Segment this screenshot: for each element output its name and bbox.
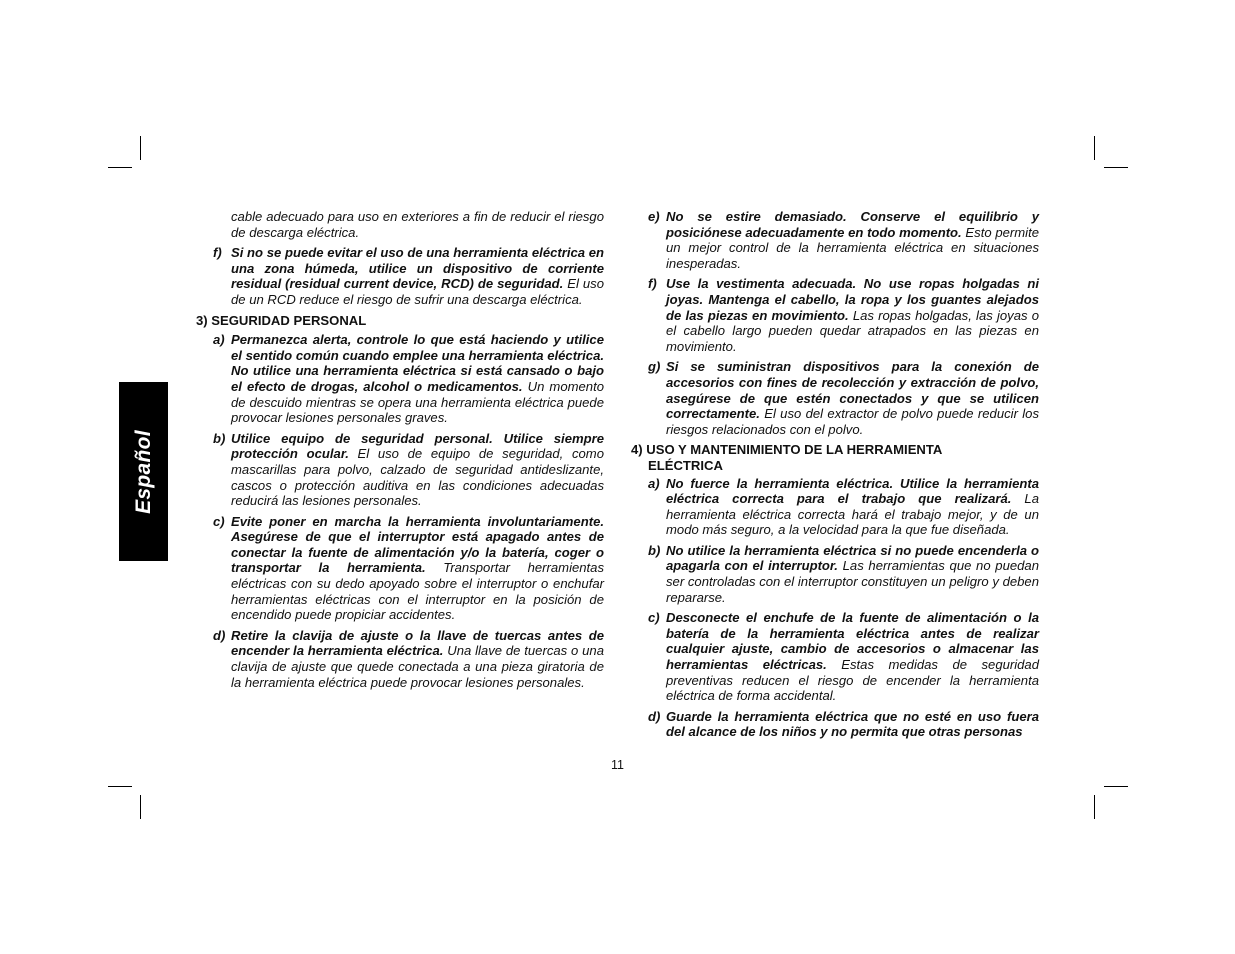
item-3b xyxy=(196,431,604,509)
item-label: d) xyxy=(213,627,226,643)
language-tab xyxy=(119,382,168,561)
page-number: 11 xyxy=(611,758,624,772)
item-label: b) xyxy=(213,430,226,446)
item-text: Evite poner en marcha la herramienta involuntariamente. Asegúrese de que el interruptor está apagado antes de conectar la fuente de alimentación y/o la batería, coger o transportar la herramienta. Transportar herramientas eléctricas con su dedo apoyado sobre el interruptor o enchufar herramientas eléctricas con el interruptor en la posición de encendido puede propiciar accidentes. xyxy=(231,513,605,623)
continued-paragraph: cable adecuado para uso en exteriores a fin de reducir el riesgo de descarga eléctrica. xyxy=(231,209,604,240)
item-label: d) xyxy=(648,708,661,724)
item-text: Use la vestimenta adecuada. No use ropas holgadas ni joyas. Mantenga el cabello, la ropa y los guantes alejados de las piezas en movimiento. Las ropas holgadas, las joyas o el cabello largo pueden quedar atrapados en las piezas en movimiento. xyxy=(666,276,1039,354)
item-f-rcd xyxy=(196,245,604,307)
item-label: f) xyxy=(213,245,222,261)
crop-mark-top-right-v xyxy=(1094,136,1095,160)
crop-mark-top-left-h xyxy=(108,167,132,168)
item-text: Utilice equipo de seguridad personal. Utilice siempre protección ocular. El uso de equipo de seguridad, como mascarillas para polvo, calzado de seguridad antideslizante, cascos o protección auditiva en las condiciones adecuadas reducirá las lesiones personales. xyxy=(231,430,604,509)
item-label: g) xyxy=(648,359,661,375)
item-label: c) xyxy=(648,610,660,626)
item-text: Retire la clavija de ajuste o la llave de tuercas antes de encender la herramienta eléctrica. Una llave de tuercas o una clavija de ajuste que quede conectada a una pieza giratoria de la herramienta eléctrica puede provocar lesiones personales. xyxy=(231,627,604,690)
crop-mark-top-right-h xyxy=(1104,167,1128,168)
item-4b xyxy=(631,543,1039,605)
crop-mark-top-left-v xyxy=(140,136,141,160)
right-column xyxy=(631,209,1039,745)
item-text: Desconecte el enchufe de la fuente de alimentación o la batería de la herramienta eléctrica antes de realizar cualquier ajuste, cambio de accesorios o almacenar las herramientas eléctricas. Estas medidas de seguridad preventivas reducen el riesgo de encender la herramienta eléctrica de forma accidental. xyxy=(666,610,1039,704)
crop-mark-bottom-right-v xyxy=(1094,795,1095,819)
item-3c xyxy=(196,514,604,623)
item-label: f) xyxy=(648,276,657,292)
crop-mark-bottom-left-h xyxy=(108,786,132,787)
language-tab-label: Español xyxy=(131,429,155,514)
item-text: No fuerce la herramienta eléctrica. Utilice la herramienta eléctrica correcta para el trabajo que realizará. La herramienta eléctrica correcta hará el trabajo mejor, y de un modo más seguro, a la velocidad para la que fue diseñada. xyxy=(666,475,1039,538)
item-text: Guarde la herramienta eléctrica que no esté en uso fuera del alcance de los niños y no permita que otras personas xyxy=(666,708,1039,740)
crop-mark-bottom-right-h xyxy=(1104,786,1128,787)
section-4-heading-line1: 4) USO Y MANTENIMIENTO DE LA HERRAMIENTA xyxy=(631,442,943,458)
item-4d xyxy=(631,709,1039,740)
item-label: e) xyxy=(648,209,660,224)
item-text: Si no se puede evitar el uso de una herramienta eléctrica en una zona húmeda, utilice un dispositivo de corriente residual (residual current device, RCD) de seguridad. El uso de un RCD reduce el riesgo de sufrir una descarga eléctrica. xyxy=(231,245,604,307)
item-3d xyxy=(196,628,604,690)
item-label: a) xyxy=(648,475,660,491)
item-3f xyxy=(631,276,1039,354)
item-3e xyxy=(631,209,1039,271)
item-3a xyxy=(196,332,604,426)
item-label: c) xyxy=(213,513,225,529)
item-text: Permanezca alerta, controle lo que está haciendo y utilice el sentido común cuando emplee una herramienta eléctrica. No utilice una herramienta eléctrica si está cansado o bajo el efecto de drogas, alcohol o medicamentos. Un momento de descuido mientras se opera una herramienta eléctrica puede provocar lesiones personales graves. xyxy=(231,332,604,426)
section-4-heading xyxy=(631,442,1039,473)
item-label: a) xyxy=(213,332,225,348)
item-4c xyxy=(631,610,1039,704)
item-label: b) xyxy=(648,542,661,558)
item-4a xyxy=(631,476,1039,538)
item-text: No se estire demasiado. Conserve el equilibrio y posiciónese adecuadamente en todo momento. Esto permite un mejor control de la herramienta eléctrica en situaciones inesperadas. xyxy=(666,209,1039,271)
crop-mark-bottom-left-v xyxy=(140,795,141,819)
item-text: Si se suministran dispositivos para la conexión de accesorios con fines de recolección y extracción de polvo, asegúrese de que estén conectados y que se utilicen correctamente. El uso del extractor de polvo puede reducir los riesgos relacionados con el polvo. xyxy=(666,359,1039,437)
section-3-heading: 3) SEGURIDAD PERSONAL xyxy=(196,312,367,328)
left-column xyxy=(196,209,604,695)
section-4-heading-line2: ELÉCTRICA xyxy=(648,457,723,473)
item-text: No utilice la herramienta eléctrica si no puede encenderla o apagarla con el interruptor. Las herramientas que no puedan ser controladas con el interruptor constituyen un peligro y deben repararse. xyxy=(666,542,1040,605)
item-3g xyxy=(631,359,1039,437)
